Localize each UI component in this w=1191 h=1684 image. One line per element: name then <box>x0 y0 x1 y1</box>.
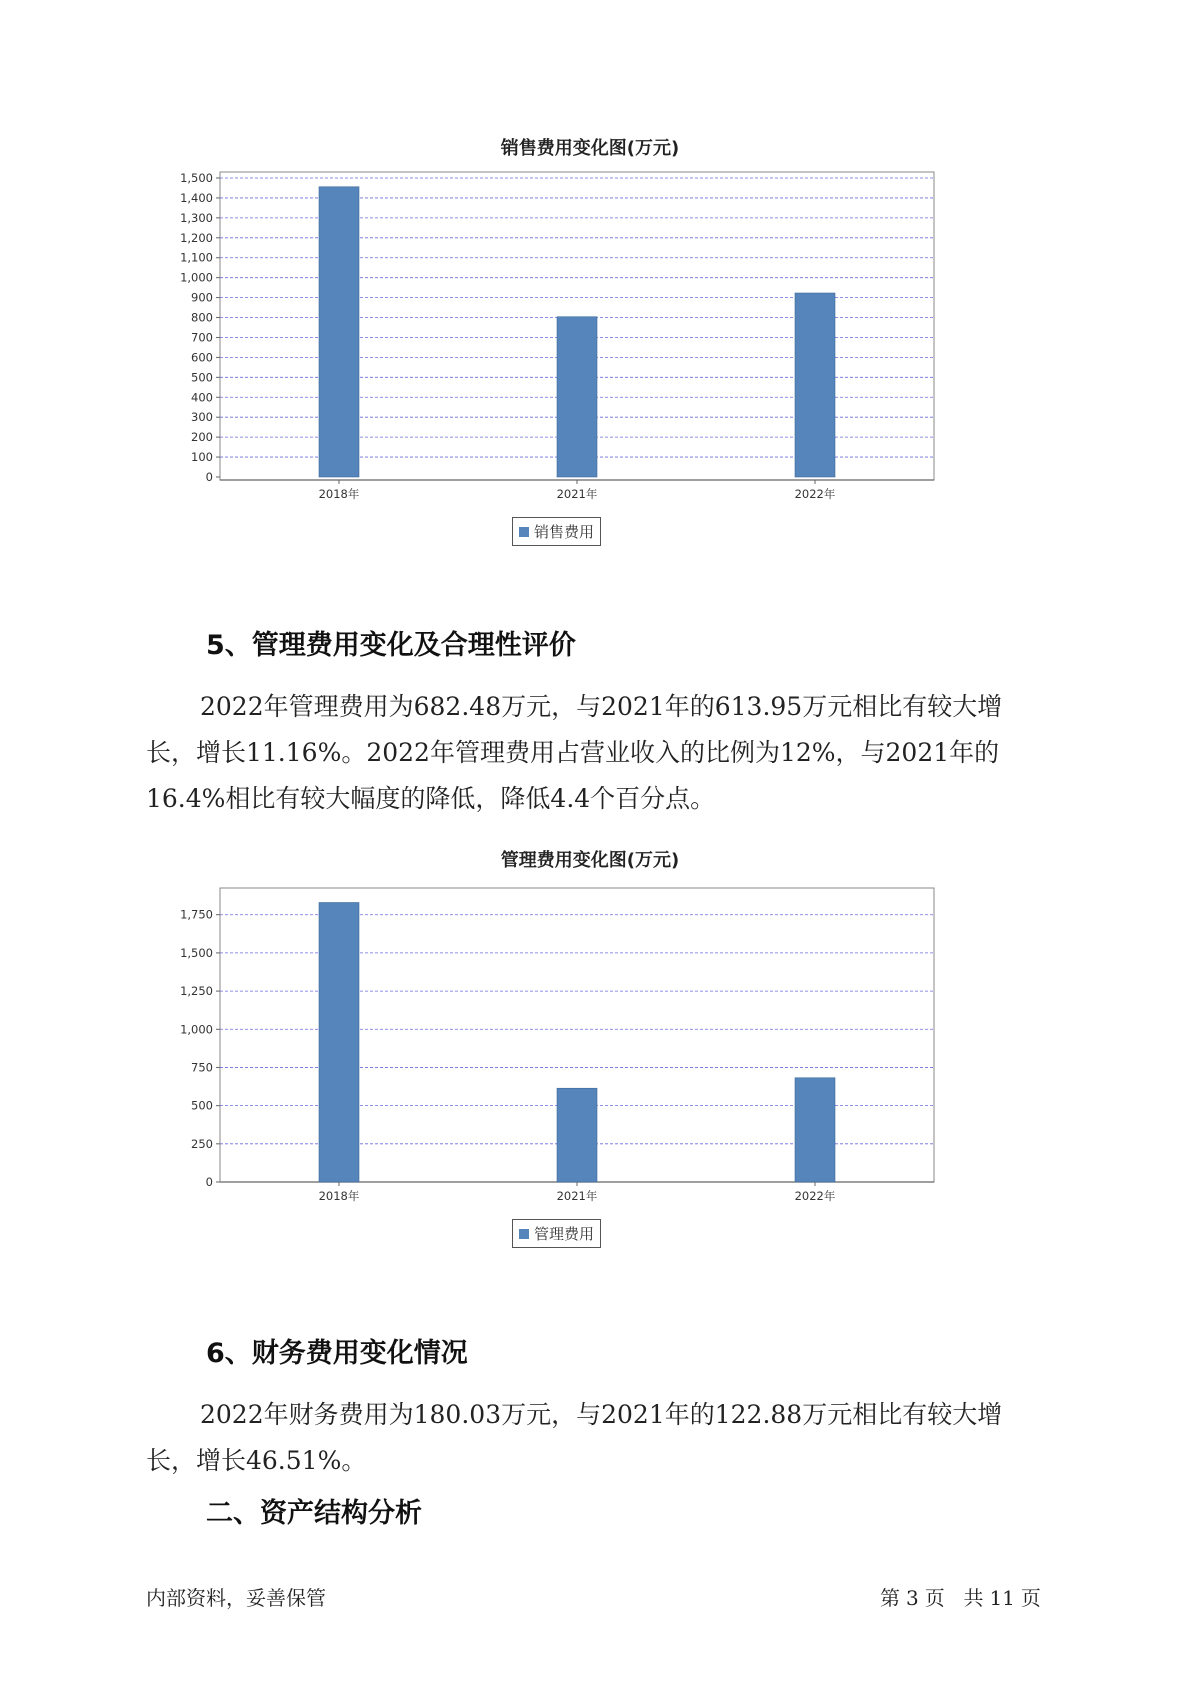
bar-2021年 <box>557 317 597 477</box>
y-tick-label: 1,500 <box>180 171 213 185</box>
legend-label: 销售费用 <box>534 523 595 541</box>
y-tick-label: 300 <box>191 410 213 425</box>
y-tick-label: 1,000 <box>180 270 213 285</box>
bar-2018年 <box>319 903 359 1182</box>
y-tick-label: 500 <box>191 1098 213 1113</box>
total-pages: 11 <box>989 1586 1015 1610</box>
x-tick-label: 2022年 <box>794 487 836 501</box>
chart-legend <box>512 517 601 546</box>
y-tick-label: 1,400 <box>180 190 213 205</box>
y-tick-label: 0 <box>205 1175 213 1189</box>
y-tick-label: 1,750 <box>180 907 213 922</box>
page-unit: 页 <box>924 1586 945 1610</box>
paragraph-line: 长，增长11.16%。2022年管理费用占营业收入的比例为12%，与2021年的 <box>146 738 1000 767</box>
y-tick-label: 900 <box>191 290 213 305</box>
bar-2018年 <box>319 187 359 477</box>
bar-2022年 <box>795 1078 835 1182</box>
y-tick-label: 700 <box>191 330 213 345</box>
total-unit: 页 <box>1020 1586 1041 1610</box>
y-tick-label: 200 <box>191 430 213 445</box>
section5-paragraph <box>146 684 1046 822</box>
section6-paragraph <box>146 1392 1046 1484</box>
chart-plot <box>160 130 1020 550</box>
y-tick-label: 1,300 <box>180 210 213 225</box>
y-tick-label: 250 <box>191 1136 213 1151</box>
y-tick-label: 1,200 <box>180 230 213 245</box>
y-tick-label: 1,000 <box>180 1022 213 1037</box>
y-tick-label: 500 <box>191 370 213 385</box>
section-heading: 5、管理费用变化及合理性评价 <box>206 630 576 661</box>
paragraph-line: 16.4%相比有较大幅度的降低，降低4.4个百分点。 <box>146 784 716 813</box>
total-prefix: 共 <box>963 1586 984 1610</box>
bar-2022年 <box>795 293 835 477</box>
page-number: 3 <box>906 1586 919 1610</box>
paragraph-line: 2022年财务费用为180.03万元，与2021年的122.88万元相比有较大增 <box>200 1400 1003 1429</box>
legend-swatch <box>519 1229 529 1239</box>
y-tick-label: 800 <box>191 310 213 325</box>
paragraph-line: 2022年管理费用为682.48万元，与2021年的613.95万元相比有较大增 <box>200 692 1003 721</box>
x-tick-label: 2018年 <box>318 1189 360 1203</box>
admin-expense-chart <box>160 842 1020 1262</box>
chart-title: 销售费用变化图(万元) <box>500 138 680 159</box>
chart-legend <box>512 1219 601 1248</box>
legend-swatch <box>519 527 529 537</box>
y-tick-label: 400 <box>191 390 213 405</box>
legend-label: 管理费用 <box>534 1225 595 1243</box>
chart-title: 管理费用变化图(万元) <box>500 850 680 871</box>
section-heading: 二、资产结构分析 <box>206 1498 422 1529</box>
y-tick-label: 1,100 <box>180 250 213 265</box>
y-tick-label: 100 <box>191 450 213 465</box>
x-tick-label: 2022年 <box>794 1189 836 1203</box>
bar-2021年 <box>557 1088 597 1182</box>
y-tick-label: 1,500 <box>180 945 213 960</box>
footer-page-number <box>880 1582 1047 1611</box>
page-prefix: 第 <box>880 1586 900 1610</box>
paragraph-line: 长，增长46.51%。 <box>146 1446 367 1475</box>
y-tick-label: 750 <box>191 1060 213 1075</box>
x-tick-label: 2018年 <box>318 487 360 501</box>
x-tick-label: 2021年 <box>556 1189 598 1203</box>
y-tick-label: 600 <box>191 350 213 365</box>
y-tick-label: 1,250 <box>180 984 213 999</box>
x-tick-label: 2021年 <box>556 487 598 501</box>
section-heading: 6、财务费用变化情况 <box>206 1338 468 1369</box>
y-tick-label: 0 <box>205 470 213 484</box>
footer-confidential: 内部资料，妥善保管 <box>146 1586 326 1610</box>
sales-expense-chart <box>160 130 1020 550</box>
chart-plot <box>160 842 1020 1262</box>
